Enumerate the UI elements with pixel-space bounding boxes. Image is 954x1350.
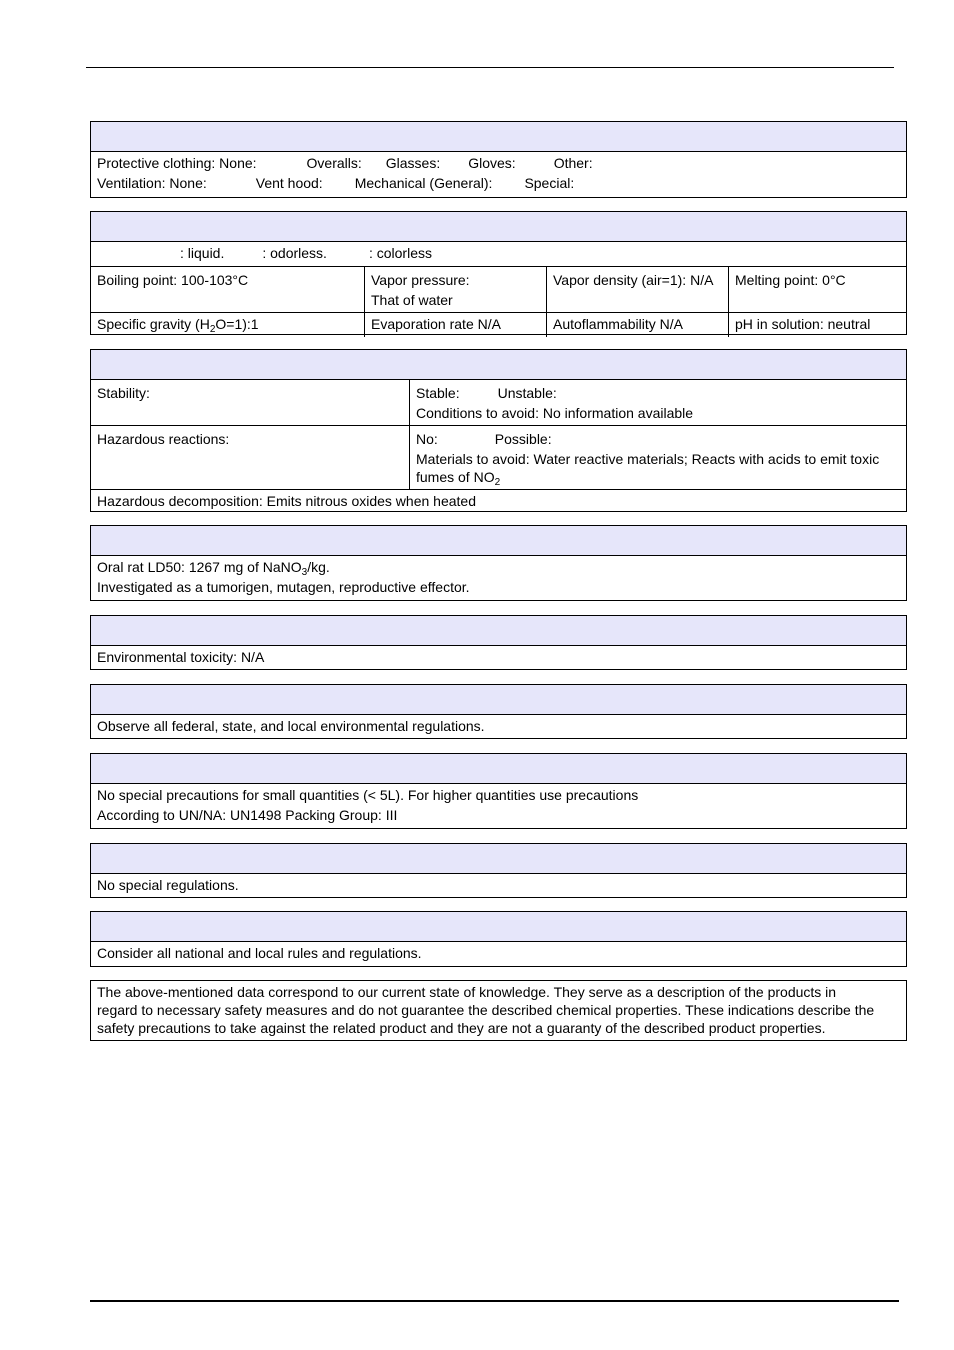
- section-header: [91, 350, 906, 380]
- state-value: : liquid.: [180, 245, 225, 261]
- unstable-label: Unstable:: [497, 385, 557, 401]
- hazardous-reactions-cell: [409, 426, 906, 489]
- vapor-density: Vapor density (air=1): N/A: [546, 267, 728, 312]
- other-text: Consider all national and local rules and regulations.: [97, 945, 422, 961]
- special-label: Special:: [524, 175, 575, 191]
- other-label: Other:: [553, 155, 593, 171]
- ventilation-label: Ventilation: None:: [97, 175, 207, 191]
- disposal-text: Observe all federal, state, and local environmental regulations.: [97, 718, 485, 734]
- transport-line-2: According to UN/NA: UN1498 Packing Group: III: [97, 807, 398, 823]
- section-header: [91, 122, 906, 152]
- section-stability: [90, 349, 907, 512]
- section-header: [91, 212, 906, 242]
- section-transport: [90, 753, 907, 829]
- section-regulatory: [90, 843, 907, 898]
- regulatory-text: No special regulations.: [97, 877, 239, 893]
- hazardous-reactions-label: Hazardous reactions:: [97, 431, 230, 447]
- section-header: [91, 616, 906, 646]
- stability-cell: [409, 380, 906, 425]
- section-protection: [90, 121, 907, 198]
- possible-label: Possible:: [494, 431, 552, 447]
- disclaimer-box: [90, 980, 907, 1041]
- stability-label: Stability:: [97, 385, 150, 401]
- footer-rule: [90, 1300, 899, 1302]
- hazardous-decomposition: Hazardous decomposition: Emits nitrous oxides when heated: [97, 493, 476, 509]
- section-other: [90, 911, 907, 967]
- gloves-label: Gloves:: [468, 155, 516, 171]
- section-header: [91, 912, 906, 942]
- mechanical-label: Mechanical (General):: [354, 175, 493, 191]
- transport-line-1: No special precautions for small quantities (< 5L). For higher quantities use precautions: [97, 787, 639, 803]
- investigated-as: Investigated as a tumorigen, mutagen, reproductive effector.: [97, 579, 470, 595]
- evaporation-rate: Evaporation rate N/A: [364, 313, 546, 337]
- oral-rat-ld50: Oral rat LD50: 1267 mg of NaNO$_3$/kg.: [97, 559, 330, 578]
- section-header: [91, 754, 906, 784]
- toxicology-body: [91, 556, 906, 601]
- section-header: [91, 844, 906, 874]
- disclaimer-text: The above-mentioned data correspond to our current state of knowledge. They serve as a description of the products in regard to necessary safety measures and do not guarantee the described chemical properties. These indications describe the safety precautions to take against the related product and they are not a guaranty of the described product properties.: [97, 984, 875, 1036]
- vapor-pressure-cell: [364, 267, 546, 312]
- color-value: : colorless: [368, 245, 432, 261]
- section-header: [91, 685, 906, 715]
- header-rule: [86, 67, 894, 68]
- ph-in-solution: pH in solution: neutral: [728, 313, 906, 337]
- section-physical-properties: [90, 211, 907, 335]
- conditions-to-avoid: Conditions to avoid: No information available: [416, 405, 694, 421]
- vapor-pressure-value: That of water: [371, 292, 453, 308]
- protection-body: [91, 152, 906, 197]
- transport-body: [91, 784, 906, 829]
- environmental-toxicity: Environmental toxicity: N/A: [97, 649, 265, 665]
- no-label: No:: [416, 431, 438, 447]
- section-toxicology: [90, 525, 907, 601]
- autoflammability: Autoflammability N/A: [546, 313, 728, 337]
- specific-gravity: Specific gravity $(H_2O=1):1$: [97, 316, 259, 335]
- glasses-label: Glasses:: [385, 155, 441, 171]
- protective-clothing-label: Protective clothing: None:: [97, 155, 257, 171]
- section-disposal: [90, 684, 907, 739]
- appearance-row: [91, 242, 438, 266]
- vent-hood-label: Vent hood:: [255, 175, 323, 191]
- section-header: [91, 526, 906, 556]
- boiling-point: Boiling point: 100-103°C: [97, 272, 249, 288]
- overalls-label: Overalls:: [306, 155, 362, 171]
- stable-label: Stable:: [416, 385, 460, 401]
- melting-point: Melting point: 0°C: [728, 267, 906, 312]
- odor-value: : odorless.: [262, 245, 327, 261]
- materials-to-avoid: Materials to avoid: Water reactive materials; Reacts with acids to emit toxic fumes of $NO_2$: [416, 451, 880, 488]
- vapor-pressure-label: Vapor pressure:: [371, 272, 470, 288]
- section-ecology: [90, 615, 907, 670]
